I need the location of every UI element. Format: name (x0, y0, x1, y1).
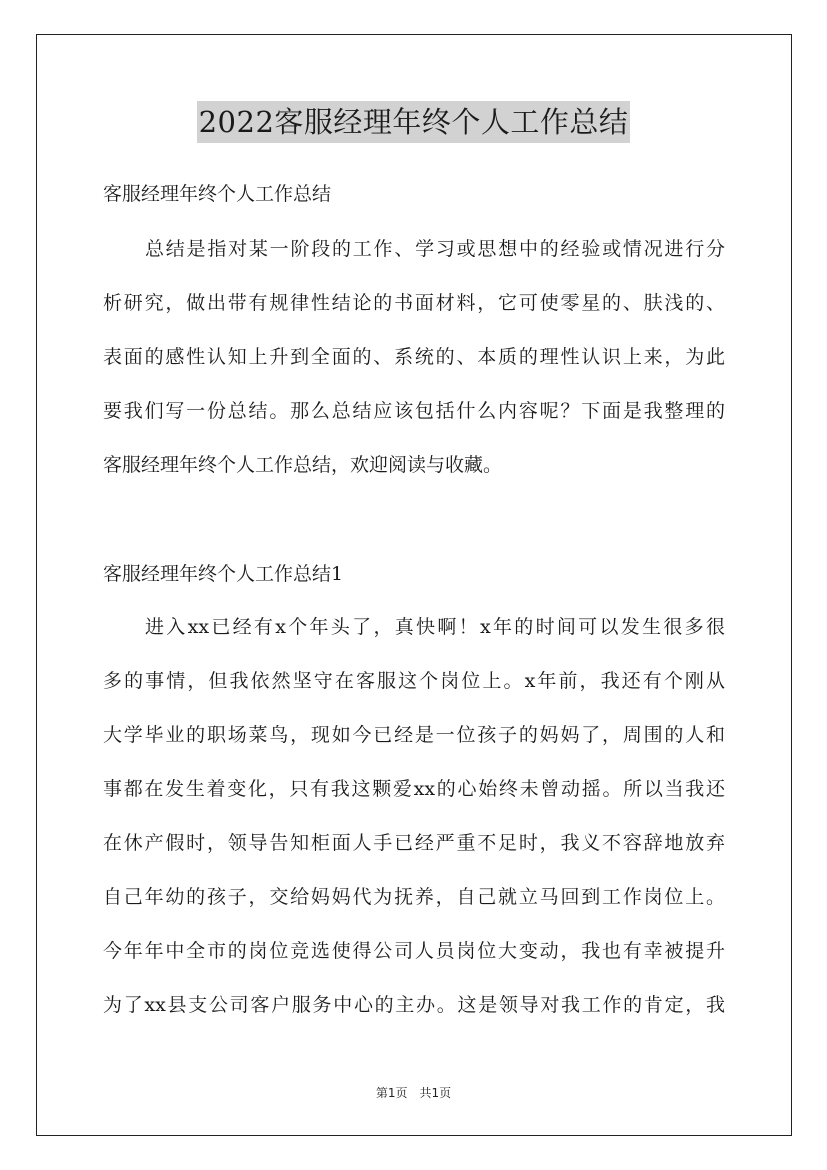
page-footer (0, 1084, 827, 1101)
intro-line: 总结是指对某一阶段的工作、学习或思想中的经验或情况进行分 (145, 238, 725, 260)
intro-line: 要我们写一份总结。那么总结应该包括什么内容呢？下面是我整理的 (103, 400, 725, 422)
intro-line: 析研究，做出带有规律性结论的书面材料，它可使零星的、肤浅的、 (103, 292, 725, 314)
body-line: 今年年中全市的岗位竞选使得公司人员岗位大变动，我也有幸被提升 (103, 940, 725, 962)
section-heading: 客服经理年终个人工作总结1 (103, 563, 344, 585)
intro-line: 客服经理年终个人工作总结，欢迎阅读与收藏。 (103, 454, 503, 476)
body-line: 进入xx已经有x个年头了，真快啊！x年的时间可以发生很多很 (145, 616, 725, 638)
body-line: 多的事情，但我依然坚守在客服这个岗位上。x年前，我还有个刚从 (103, 670, 725, 692)
intro-line: 表面的感性认知上升到全面的、系统的、本质的理性认识上来，为此 (103, 346, 725, 368)
body-line: 事都在发生着变化，只有我这颗爱xx的心始终未曾动摇。所以当我还 (103, 778, 725, 800)
subtitle: 客服经理年终个人工作总结 (103, 183, 332, 205)
page-total: 共1页 (419, 1086, 452, 1100)
document-title-wrap (0, 101, 827, 143)
document-title: 2022客服经理年终个人工作总结 (197, 101, 631, 143)
page-number: 第1页 (375, 1086, 408, 1100)
body-line: 大学毕业的职场菜鸟，现如今已经是一位孩子的妈妈了，周围的人和 (103, 724, 725, 746)
body-line: 为了xx县支公司客户服务中心的主办。这是领导对我工作的肯定，我 (103, 994, 725, 1016)
body-line: 自己年幼的孩子，交给妈妈代为抚养，自己就立马回到工作岗位上。 (103, 886, 725, 908)
body-line: 在休产假时，领导告知柜面人手已经严重不足时，我义不容辞地放弃 (103, 832, 725, 854)
